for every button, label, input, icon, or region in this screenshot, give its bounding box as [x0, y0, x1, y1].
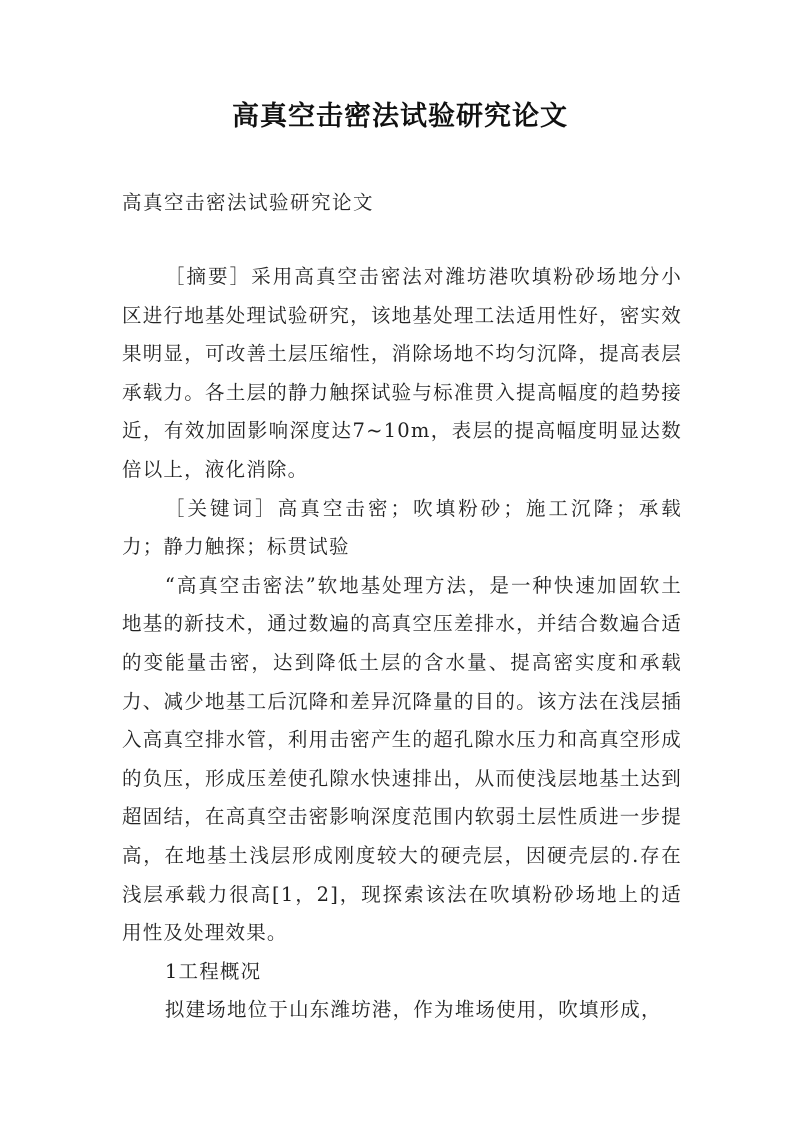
section-heading: 1工程概况 [164, 959, 262, 983]
document-body [122, 258, 682, 1030]
intro-paragraph: “高真空击密法”软地基处理方法，是一种快速加固软土地基的新技术，通过数遍的高真空压差排水，并结合数遍合适的变能量击密，达到降低土层的含水量、提高密实度和承载力、减少地基工后沉降和差异沉降量的目的。该方法在浅层插入高真空排水管，利用击密产生的超孔隙水压力和高真空形成的负压，形成压差使孔隙水快速排出，从而使浅层地基土达到超固结，在高真空击密影响深度范围内软弱土层性质进一步提高，在地基土浅层形成刚度较大的硬壳层，因硬壳层的.存在浅层承载力很高[1，2]，现探索该法在吹填粉砂场地上的适用性及处理效果。 [122, 573, 682, 945]
section-paragraph: 拟建场地位于山东潍坊港，作为堆场使用，吹填形成， [164, 998, 662, 1022]
abstract-paragraph: ［摘要］采用高真空击密法对潍坊港吹填粉砂场地分小区进行地基处理试验研究，该地基处理工法适用性好，密实效果明显，可改善土层压缩性，消除场地不均匀沉降，提高表层承载力。各土层的静力触探试验与标准贯入提高幅度的趋势接近，有效加固影响深度达7~10m，表层的提高幅度明显达数倍以上，液化消除。 [122, 265, 682, 481]
keywords-paragraph: ［关键词］高真空击密；吹填粉砂；施工沉降；承载力；静力触探；标贯试验 [122, 496, 682, 559]
document-title: 高真空击密法试验研究论文 [232, 101, 568, 132]
document-subtitle: 高真空击密法试验研究论文 [122, 191, 375, 214]
